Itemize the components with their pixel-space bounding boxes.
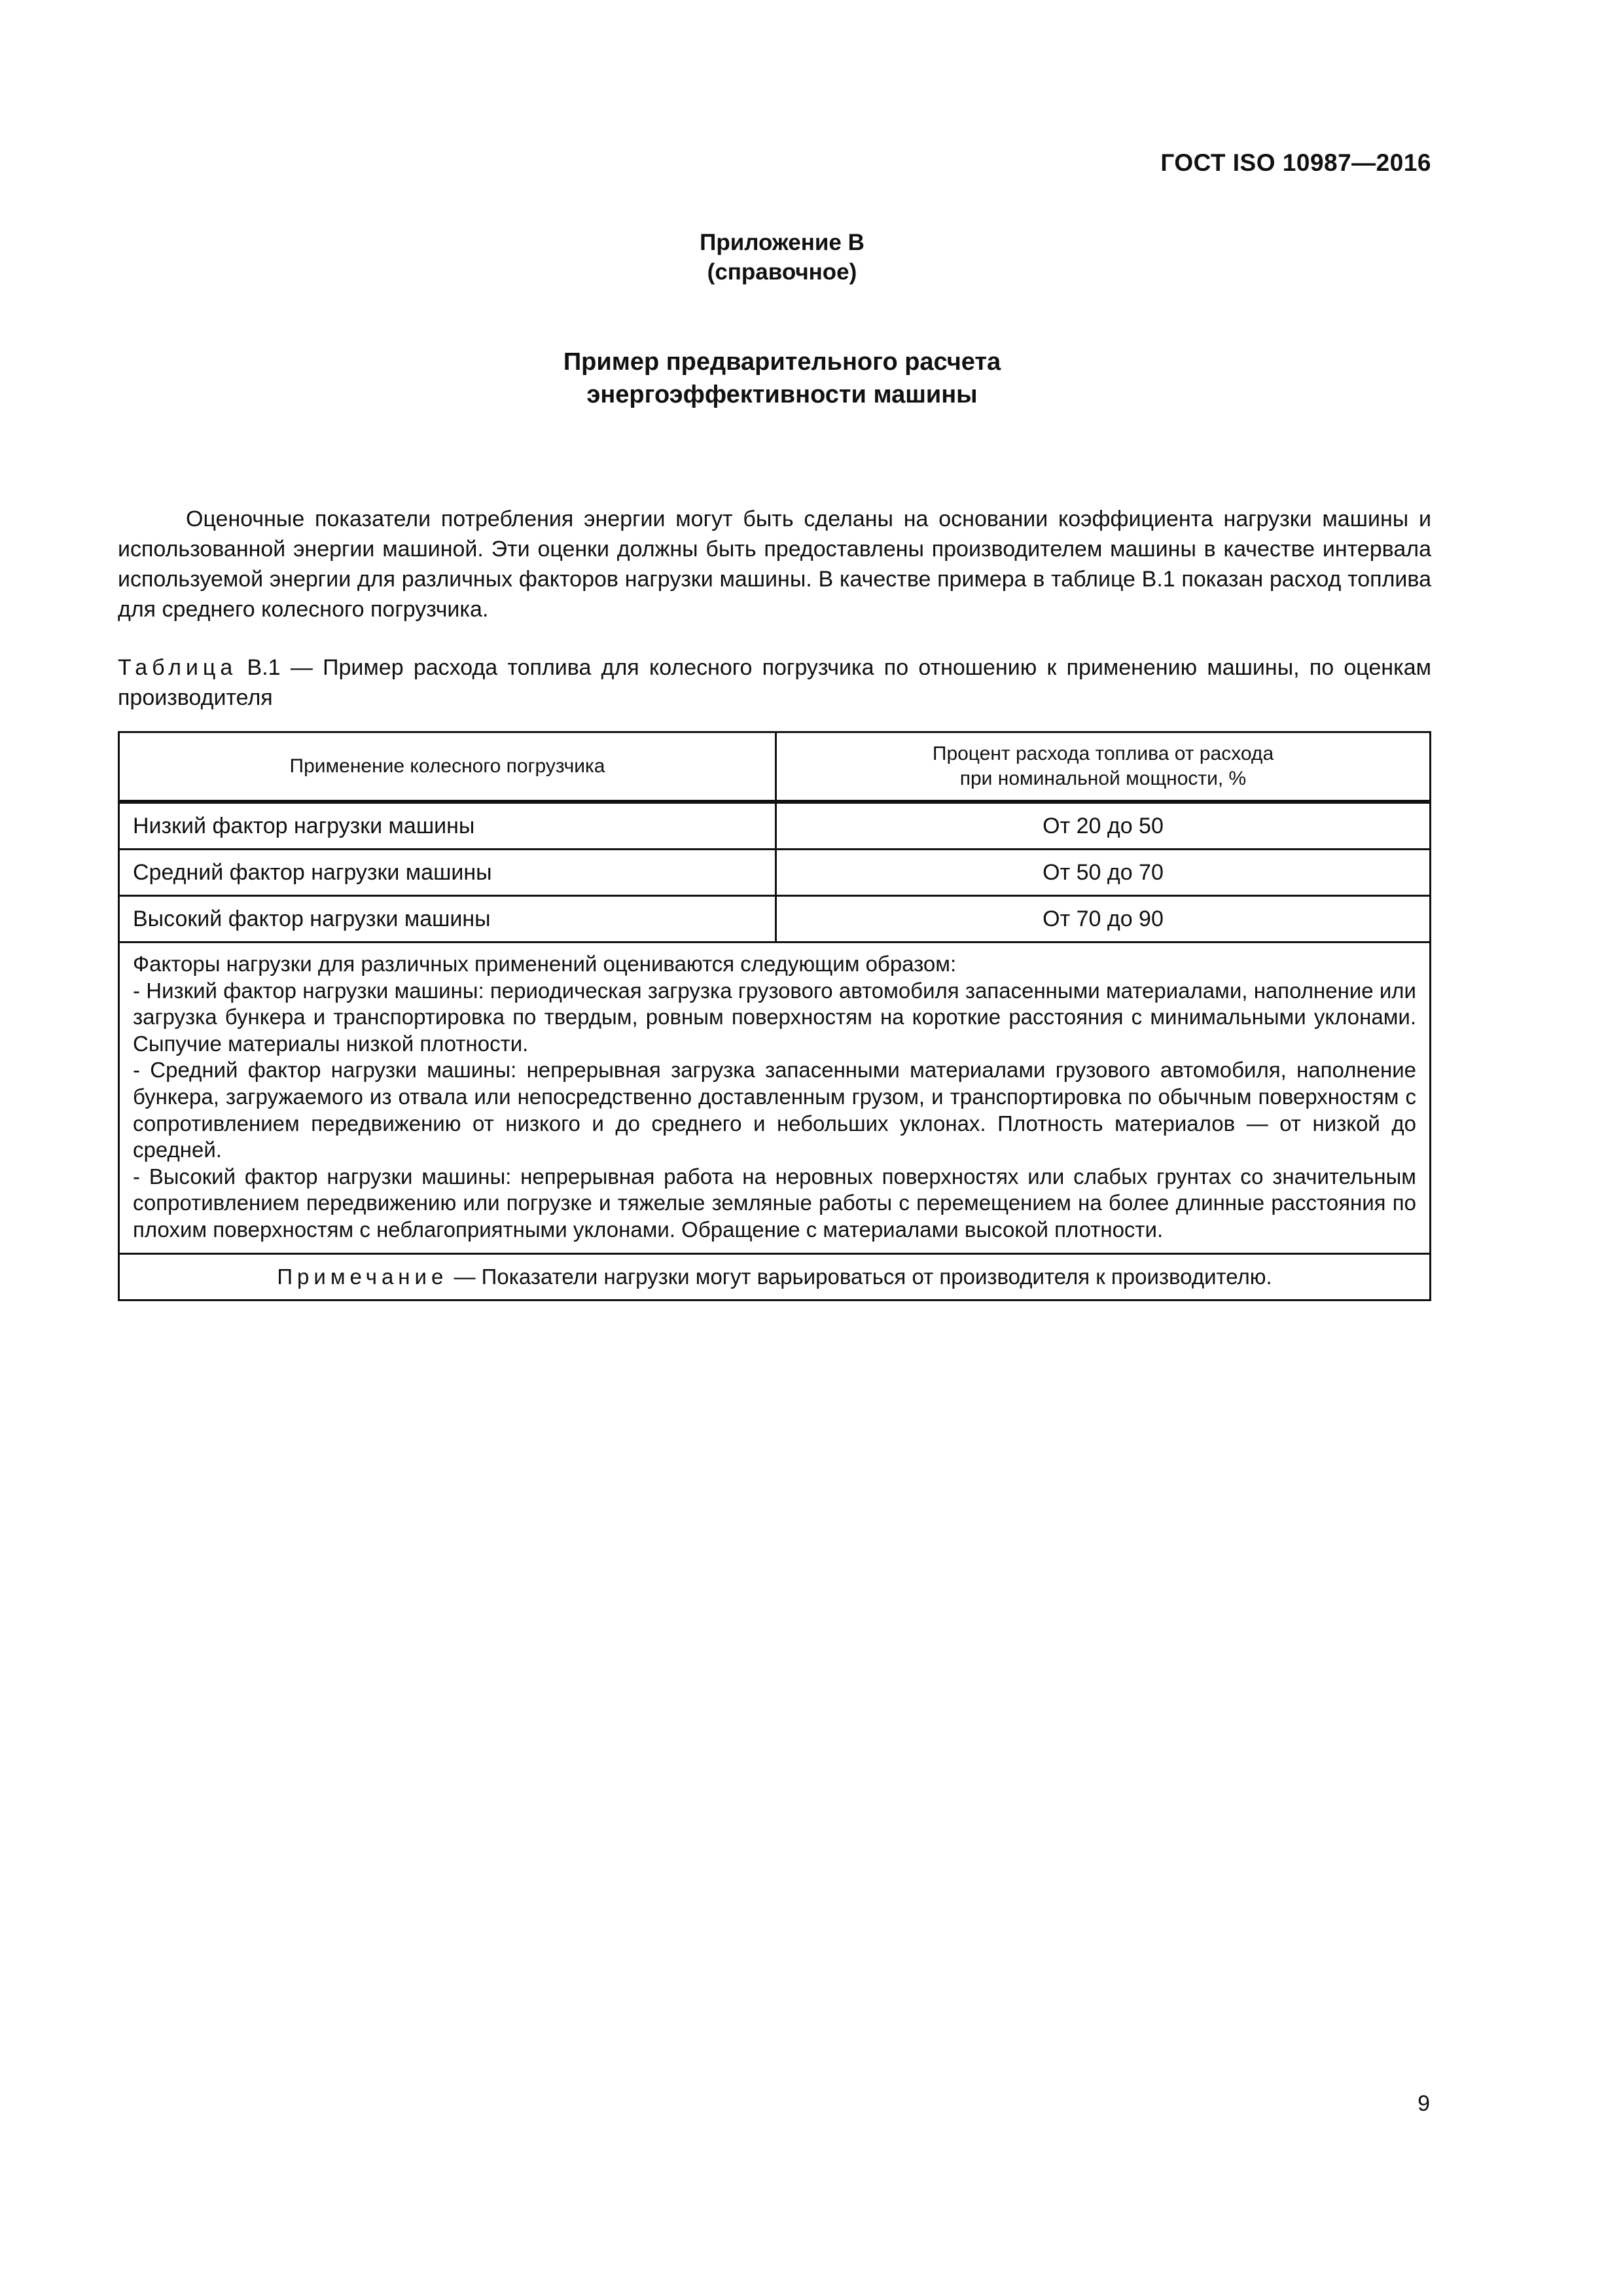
table-caption-label: Таблица: [118, 655, 238, 680]
note-cell: [119, 1253, 1431, 1300]
table-caption: [118, 653, 1431, 713]
page-number: 9: [1418, 2091, 1430, 2116]
page-title: [0, 346, 1564, 411]
header-fuel-line-1: Процент расхода топлива от расхода: [932, 743, 1274, 764]
title-line-1: Пример предварительного расчета: [563, 348, 1001, 376]
standard-code: ГОСТ ISO 10987—2016: [1160, 149, 1431, 176]
note-row: [119, 1253, 1431, 1300]
table-row: [119, 850, 1431, 896]
row-label: Низкий фактор нагрузки машины: [119, 802, 776, 850]
appendix-label: Приложение В: [700, 230, 865, 255]
note-text: — Показатели нагрузки могут варьироваться от производителя к производителю.: [448, 1264, 1272, 1289]
row-label: Средний фактор нагрузки машины: [119, 850, 776, 896]
table-row: [119, 896, 1431, 942]
row-label: Высокий фактор нагрузки машины: [119, 896, 776, 942]
factors-row: [119, 942, 1431, 1254]
fuel-consumption-table: [118, 731, 1431, 1301]
table-caption-text: В.1 — Пример расхода топлива для колесного погрузчика по отношению к применению машины, по оценкам производителя: [118, 655, 1431, 710]
factors-cell: [119, 942, 1431, 1254]
header-fuel-line-2: при номинальной мощности, %: [959, 768, 1247, 789]
appendix-status: (справочное): [707, 259, 857, 285]
header-fuel-percent: [776, 732, 1431, 802]
table-header-row: [119, 732, 1431, 802]
factor-medium: - Средний фактор нагрузки машины: непрерывная загрузка запасенными материалами грузового автомобиля, наполнение бункера, загружаемого из отвала или непосредственно доставленным грузом, и транспортировка по обычным поверхностям с сопротивлением передвижению от низкого и до среднего и небольших уклонах. Плотность материалов — от низкой до средней.: [133, 1058, 1416, 1162]
table-row: [119, 802, 1431, 850]
row-value: От 50 до 70: [776, 850, 1431, 896]
factors-intro: Факторы нагрузки для различных применений оцениваются следующим образом:: [133, 952, 957, 976]
note-label: Примечание: [277, 1264, 448, 1289]
intro-paragraph: Оценочные показатели потребления энергии могут быть сделаны на основании коэффициента нагрузки машины и использованной энергии машиной. Эти оценки должны быть предоставлены производителем машины в качестве интервала используемой энергии для различных факторов нагрузки машины. В качестве примера в таблице В.1 показан расход топлива для среднего колесного погрузчика.: [118, 507, 1431, 622]
row-value: От 70 до 90: [776, 896, 1431, 942]
title-line-2: энергоэффективности машины: [586, 381, 978, 408]
row-value: От 20 до 50: [776, 802, 1431, 850]
header-application: Применение колесного погрузчика: [119, 732, 776, 802]
appendix-heading: [0, 228, 1564, 287]
factor-low: - Низкий фактор нагрузки машины: периодическая загрузка грузового автомобиля запасенными материалами, наполнение или загрузка бункера и транспортировка по твердым, ровным поверхностям на короткие расстояния с минимальными уклонами. Сыпучие материалы низкой плотности.: [133, 978, 1416, 1056]
factor-high: - Высокий фактор нагрузки машины: непрерывная работа на неровных поверхностях или слабых грунтах со значительным сопротивлением передвижению или погрузке и тяжелые земляные работы с перемещением на более длинные расстояния по плохим поверхностям с неблагоприятными уклонами. Обращение с материалами высокой плотности.: [133, 1164, 1416, 1242]
